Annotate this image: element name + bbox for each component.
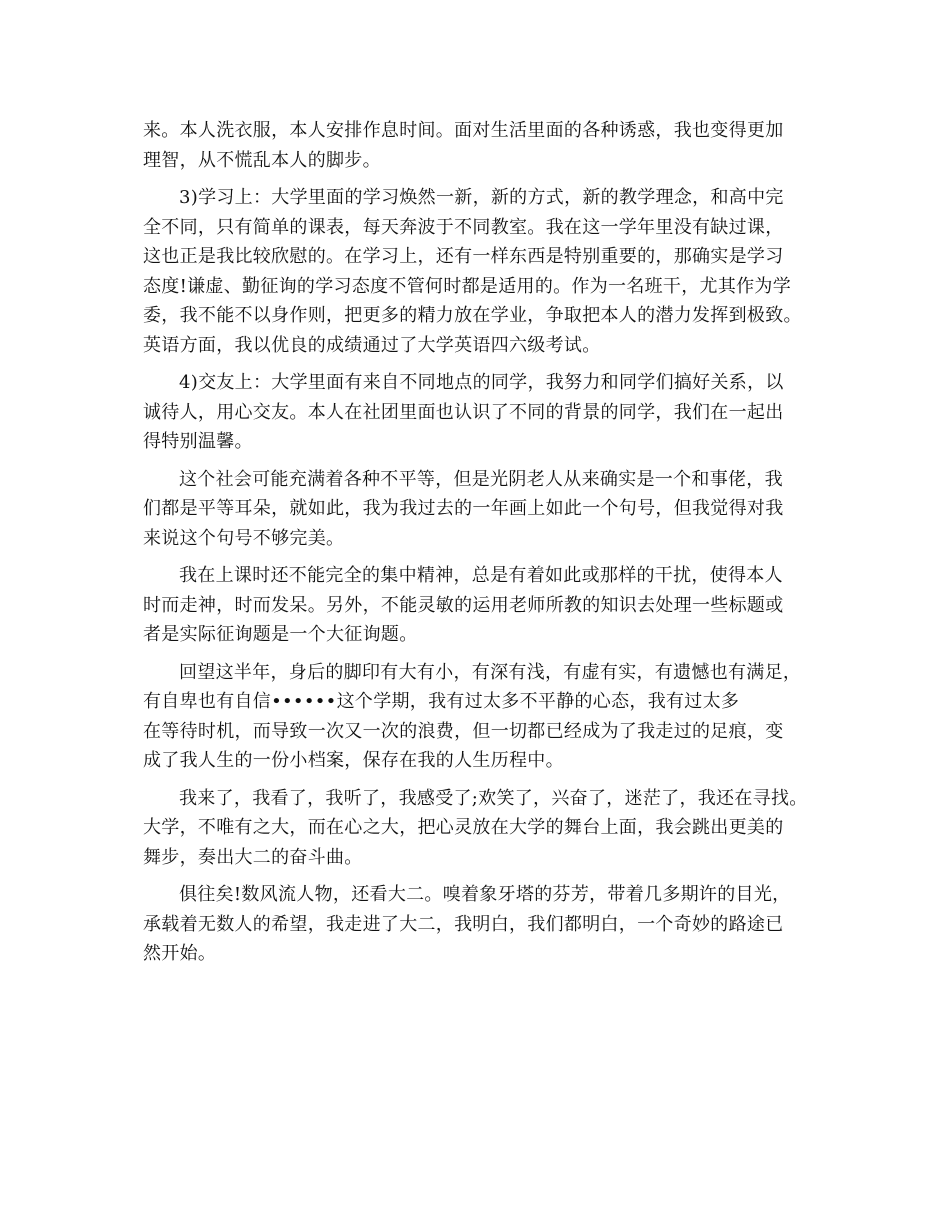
text-line: 全不同，只有简单的课表，每天奔波于不同教室。我在这一学年里没有缺过课， xyxy=(143,216,784,238)
paragraph xyxy=(143,880,823,969)
text-line: 我在上课时还不能完全的集中精神，总是有着如此或那样的干扰，使得本人 xyxy=(179,565,783,586)
text-line: 这个社会可能充满着各种不平等，但是光阴老人从来确实是一个和事佬，我 xyxy=(179,468,783,490)
paragraph xyxy=(143,784,823,873)
text-line: 俱往矣!数风流人物，还看大二。嗅着象牙塔的芬芳，带着几多期许的目光， xyxy=(179,884,791,905)
text-line: 态度!谦虚、勤征询的学习态度不管何时都是适用的。作为一名班干，尤其作为学 xyxy=(143,275,792,297)
text-line: 舞步，奏出大二的奋斗曲。 xyxy=(143,846,363,868)
text-line: 诚待人，用心交友。本人在社团里面也认识了不同的背景的同学，我们在一起出 xyxy=(143,401,784,423)
text-line: 委，我不能不以身作则，把更多的精力放在学业，争取把本人的潜力发挥到极致。 xyxy=(143,305,802,326)
paragraph xyxy=(143,465,823,554)
text-line: 我来了，我看了，我听了，我感受了;欢笑了，兴奋了，迷茫了，我还在寻找。 xyxy=(179,787,808,809)
text-line: 这也正是我比较欣慰的。在学习上，还有一样东西是特别重要的，那确实是学习 xyxy=(143,246,784,267)
text-line: 来说这个句号不够完美。 xyxy=(143,527,345,549)
text-line: 大学，不唯有之大，而在心之大，把心灵放在大学的舞台上面，我会跳出更美的 xyxy=(143,817,784,838)
paragraph xyxy=(143,368,823,457)
text-line: 承载着无数人的希望，我走进了大二，我明白，我们都明白，一个奇妙的路途已 xyxy=(143,913,784,935)
text-line: 回望这半年，身后的脚印有大有小，有深有浅，有虚有实，有遗憾也有满足， xyxy=(179,661,802,683)
text-line: 成了我人生的一份小档案，保存在我的人生历程中。 xyxy=(143,750,564,771)
text-line: 在等待时机，而导致一次又一次的浪费，但一切都已经成为了我走过的足痕，变 xyxy=(143,720,784,742)
paragraph xyxy=(143,658,823,776)
text-line: 得特别温馨。 xyxy=(143,431,253,452)
text-line: 们都是平等耳朵，就如此，我为我过去的一年画上如此一个句号，但我觉得对我 xyxy=(143,498,784,519)
paragraph xyxy=(143,561,823,650)
text-line: 英语方面，我以优良的成绩通过了大学英语四六级考试。 xyxy=(143,334,601,356)
text-line: 理智，从不慌乱本人的脚步。 xyxy=(143,149,381,171)
text-line: 来。本人洗衣服，本人安排作息时间。面对生活里面的各种诱惑，我也变得更加 xyxy=(143,120,784,141)
paragraph xyxy=(143,183,823,360)
text-line: 时而走神，时而发呆。另外，不能灵敏的运用老师所教的知识去处理一些标题或 xyxy=(143,594,784,616)
text-line: 然开始。 xyxy=(143,943,217,964)
text-line: 3)学习上：大学里面的学习焕然一新，新的方式，新的教学理念，和高中完 xyxy=(179,187,784,208)
paragraph xyxy=(143,116,823,175)
text-line: 有自卑也有自信••••••这个学期，我有过太多不平静的心态，我有过太多 xyxy=(143,691,740,712)
text-line: 4)交友上：大学里面有来自不同地点的同学，我努力和同学们搞好关系，以 xyxy=(179,372,784,393)
text-line: 者是实际征询题是一个大征询题。 xyxy=(143,624,418,645)
document-body xyxy=(143,116,823,977)
